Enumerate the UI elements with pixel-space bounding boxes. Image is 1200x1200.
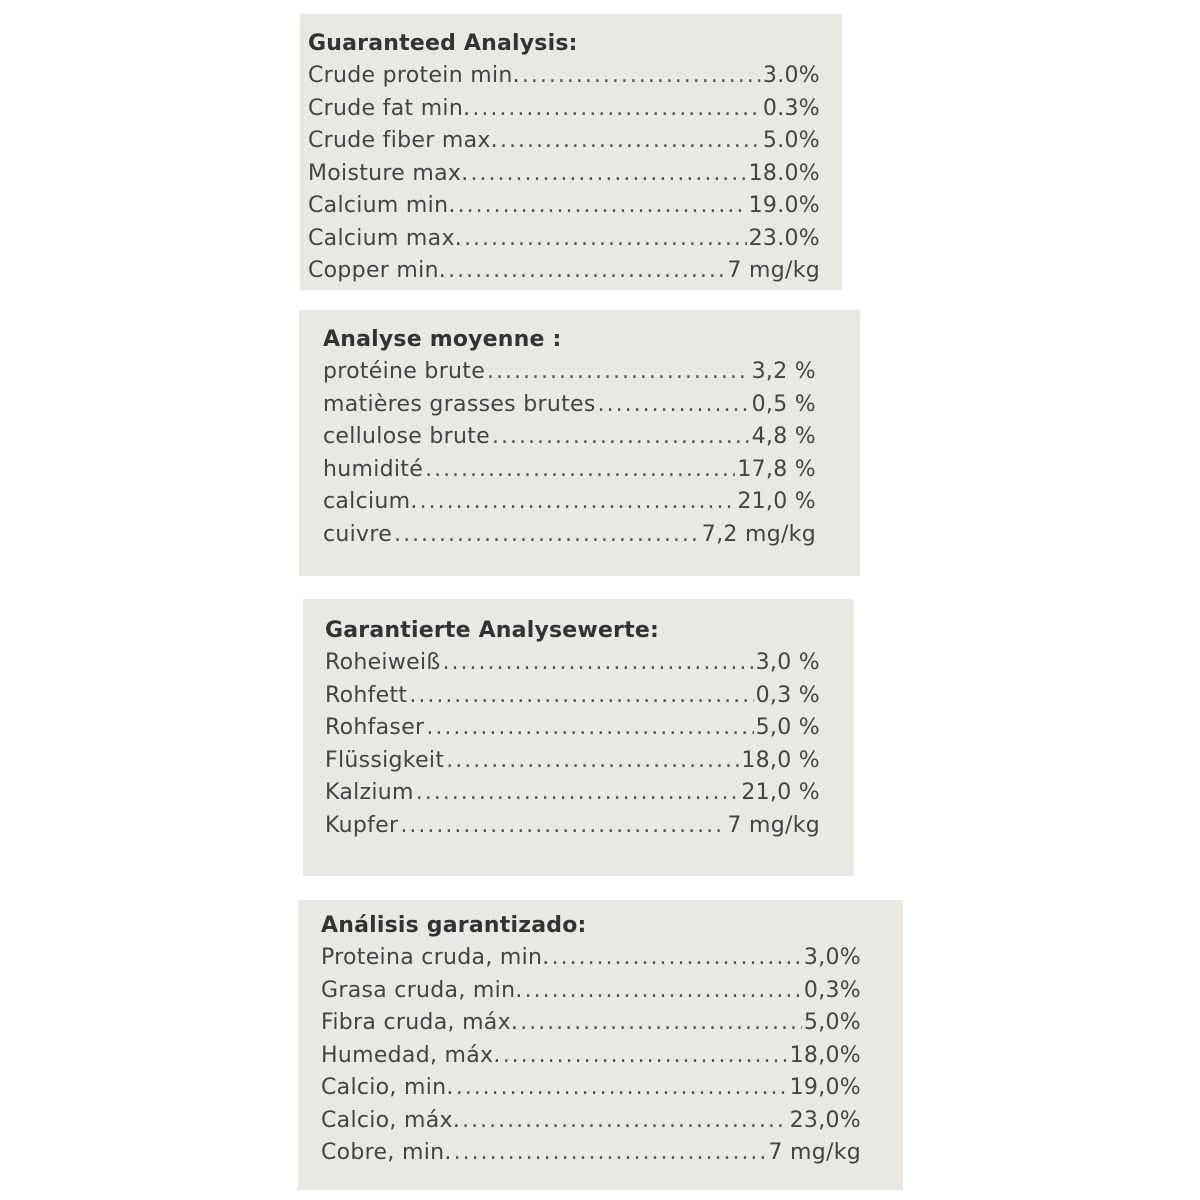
dot-leader [520, 1007, 802, 1040]
dot-leader [409, 680, 753, 713]
nutrient-value: 3,0% [803, 945, 861, 970]
analysis-row [321, 1007, 861, 1040]
analysis-list [308, 60, 820, 288]
dot-leader [420, 486, 736, 519]
nutrient-label: Rohfaser [325, 715, 425, 740]
nutrient-value: 23.0% [748, 225, 820, 251]
nutrient-label: Fibra cruda, máx. [321, 1010, 519, 1035]
analysis-row [323, 356, 816, 389]
dot-leader [458, 190, 747, 223]
analysis-list [321, 942, 861, 1170]
nutrient-value: 0.3% [762, 95, 820, 121]
nutrient-value: 3.0% [762, 63, 820, 88]
analysis-row [325, 647, 820, 680]
dot-leader [426, 712, 753, 745]
nutrient-label: matières grasses brutes [323, 391, 596, 417]
nutrient-value: 18.0% [748, 160, 820, 186]
dot-leader [522, 60, 761, 93]
analysis-row [321, 975, 861, 1008]
dot-leader [425, 454, 735, 487]
dot-leader [443, 647, 754, 680]
dot-leader [500, 125, 761, 158]
analysis-row [308, 190, 820, 223]
dot-leader [464, 223, 747, 256]
nutrient-label: Calcium min. [308, 193, 456, 218]
analysis-row [325, 680, 820, 713]
nutrient-value: 21,0 % [741, 780, 820, 805]
dot-leader [503, 1040, 788, 1073]
nutrient-value: 4,8 % [751, 424, 816, 449]
nutrient-value: 7 mg/kg [727, 258, 820, 283]
guaranteed-analysis-panel-french [299, 310, 860, 576]
nutrient-value: 5,0% [803, 1010, 861, 1035]
nutrient-label: Copper min. [308, 258, 447, 283]
panel-title: Guaranteed Analysis: [308, 31, 578, 56]
analysis-row [308, 125, 820, 158]
analysis-row [308, 223, 820, 256]
dot-leader [448, 255, 725, 288]
nutrient-label: Kupfer [325, 812, 399, 838]
dot-leader [471, 158, 747, 191]
nutrient-label: Calcio, min. [321, 1075, 454, 1100]
nutrient-value: 5,0 % [755, 715, 820, 740]
nutrient-label: humidité [323, 456, 424, 482]
nutrient-value: 7 mg/kg [727, 812, 820, 838]
nutrient-label: Calcio, máx. [321, 1107, 461, 1133]
analysis-row [325, 712, 820, 745]
nutrient-label: Proteina cruda, min. [321, 945, 550, 970]
nutrient-value: 0,3% [803, 977, 861, 1003]
analysis-row [323, 519, 816, 552]
nutrient-label: protéine brute [323, 359, 486, 384]
nutrient-label: Rohfett [325, 682, 408, 708]
dot-leader [487, 356, 750, 389]
guaranteed-analysis-panel-english [300, 14, 842, 290]
nutrient-label: Moisture max. [308, 160, 469, 186]
panel-title: Garantierte Analysewerte: [325, 618, 659, 643]
nutrient-value: 3,2 % [751, 359, 816, 384]
analysis-row [308, 158, 820, 191]
nutrient-label: Kalzium [325, 780, 414, 805]
analysis-list [323, 356, 816, 551]
dot-leader [492, 421, 750, 454]
analysis-row [308, 93, 820, 126]
analysis-row [325, 777, 820, 810]
nutrient-label: Flüssigkeit [325, 747, 445, 773]
nutrient-label: Humedad, máx. [321, 1042, 501, 1068]
analysis-row [321, 1105, 861, 1138]
analysis-row [323, 421, 816, 454]
guaranteed-analysis-panel-spanish [298, 900, 903, 1190]
dot-leader [525, 975, 802, 1008]
nutrient-value: 18,0 % [741, 747, 820, 773]
nutrient-value: 0,3 % [755, 682, 820, 708]
nutrient-value: 18,0% [789, 1042, 861, 1068]
nutrient-value: 21,0 % [737, 489, 816, 514]
nutrient-label: calcium. [323, 489, 418, 514]
analysis-row [321, 1072, 861, 1105]
nutrient-value: 7,2 mg/kg [701, 521, 816, 547]
nutrient-label: Crude fiber max. [308, 128, 498, 153]
dot-leader [598, 389, 750, 422]
nutrient-value: 3,0 % [755, 650, 820, 675]
nutrient-label: Crude protein min. [308, 63, 520, 88]
analysis-row [323, 389, 816, 422]
analysis-row [323, 486, 816, 519]
dot-leader [462, 1105, 787, 1138]
nutrient-value: 23,0% [789, 1107, 861, 1133]
analysis-row [308, 60, 820, 93]
dot-leader [416, 777, 740, 810]
panel-title: Analyse moyenne : [323, 327, 562, 352]
panel-title: Análisis garantizado: [321, 913, 587, 938]
dot-leader [454, 1137, 767, 1170]
nutrient-value: 19,0% [789, 1075, 861, 1100]
nutrient-value: 19.0% [748, 193, 820, 218]
analysis-list [325, 647, 820, 842]
nutrient-label: Calcium max. [308, 225, 463, 251]
analysis-row [321, 942, 861, 975]
nutrient-label: cuivre [323, 521, 393, 547]
nutrient-value: 7 mg/kg [768, 1140, 861, 1165]
analysis-row [321, 1040, 861, 1073]
nutrient-value: 0,5 % [751, 391, 816, 417]
analysis-row [323, 454, 816, 487]
dot-leader [472, 93, 761, 126]
nutrient-value: 17,8 % [737, 456, 816, 482]
nutrient-label: Cobre, min. [321, 1140, 452, 1165]
dot-leader [446, 745, 739, 778]
nutrient-value: 5.0% [762, 128, 820, 153]
dot-leader [394, 519, 700, 552]
analysis-row [321, 1137, 861, 1170]
nutrient-label: Crude fat min. [308, 95, 471, 121]
nutrient-label: Grasa cruda, min. [321, 977, 523, 1003]
nutrient-label: cellulose brute [323, 424, 490, 449]
dot-leader [552, 942, 802, 975]
analysis-row [325, 810, 820, 843]
guaranteed-analysis-panel-german [303, 599, 854, 876]
dot-leader [400, 810, 725, 843]
dot-leader [456, 1072, 788, 1105]
analysis-row [325, 745, 820, 778]
analysis-row [308, 255, 820, 288]
nutrient-label: Roheiweiß [325, 650, 441, 675]
